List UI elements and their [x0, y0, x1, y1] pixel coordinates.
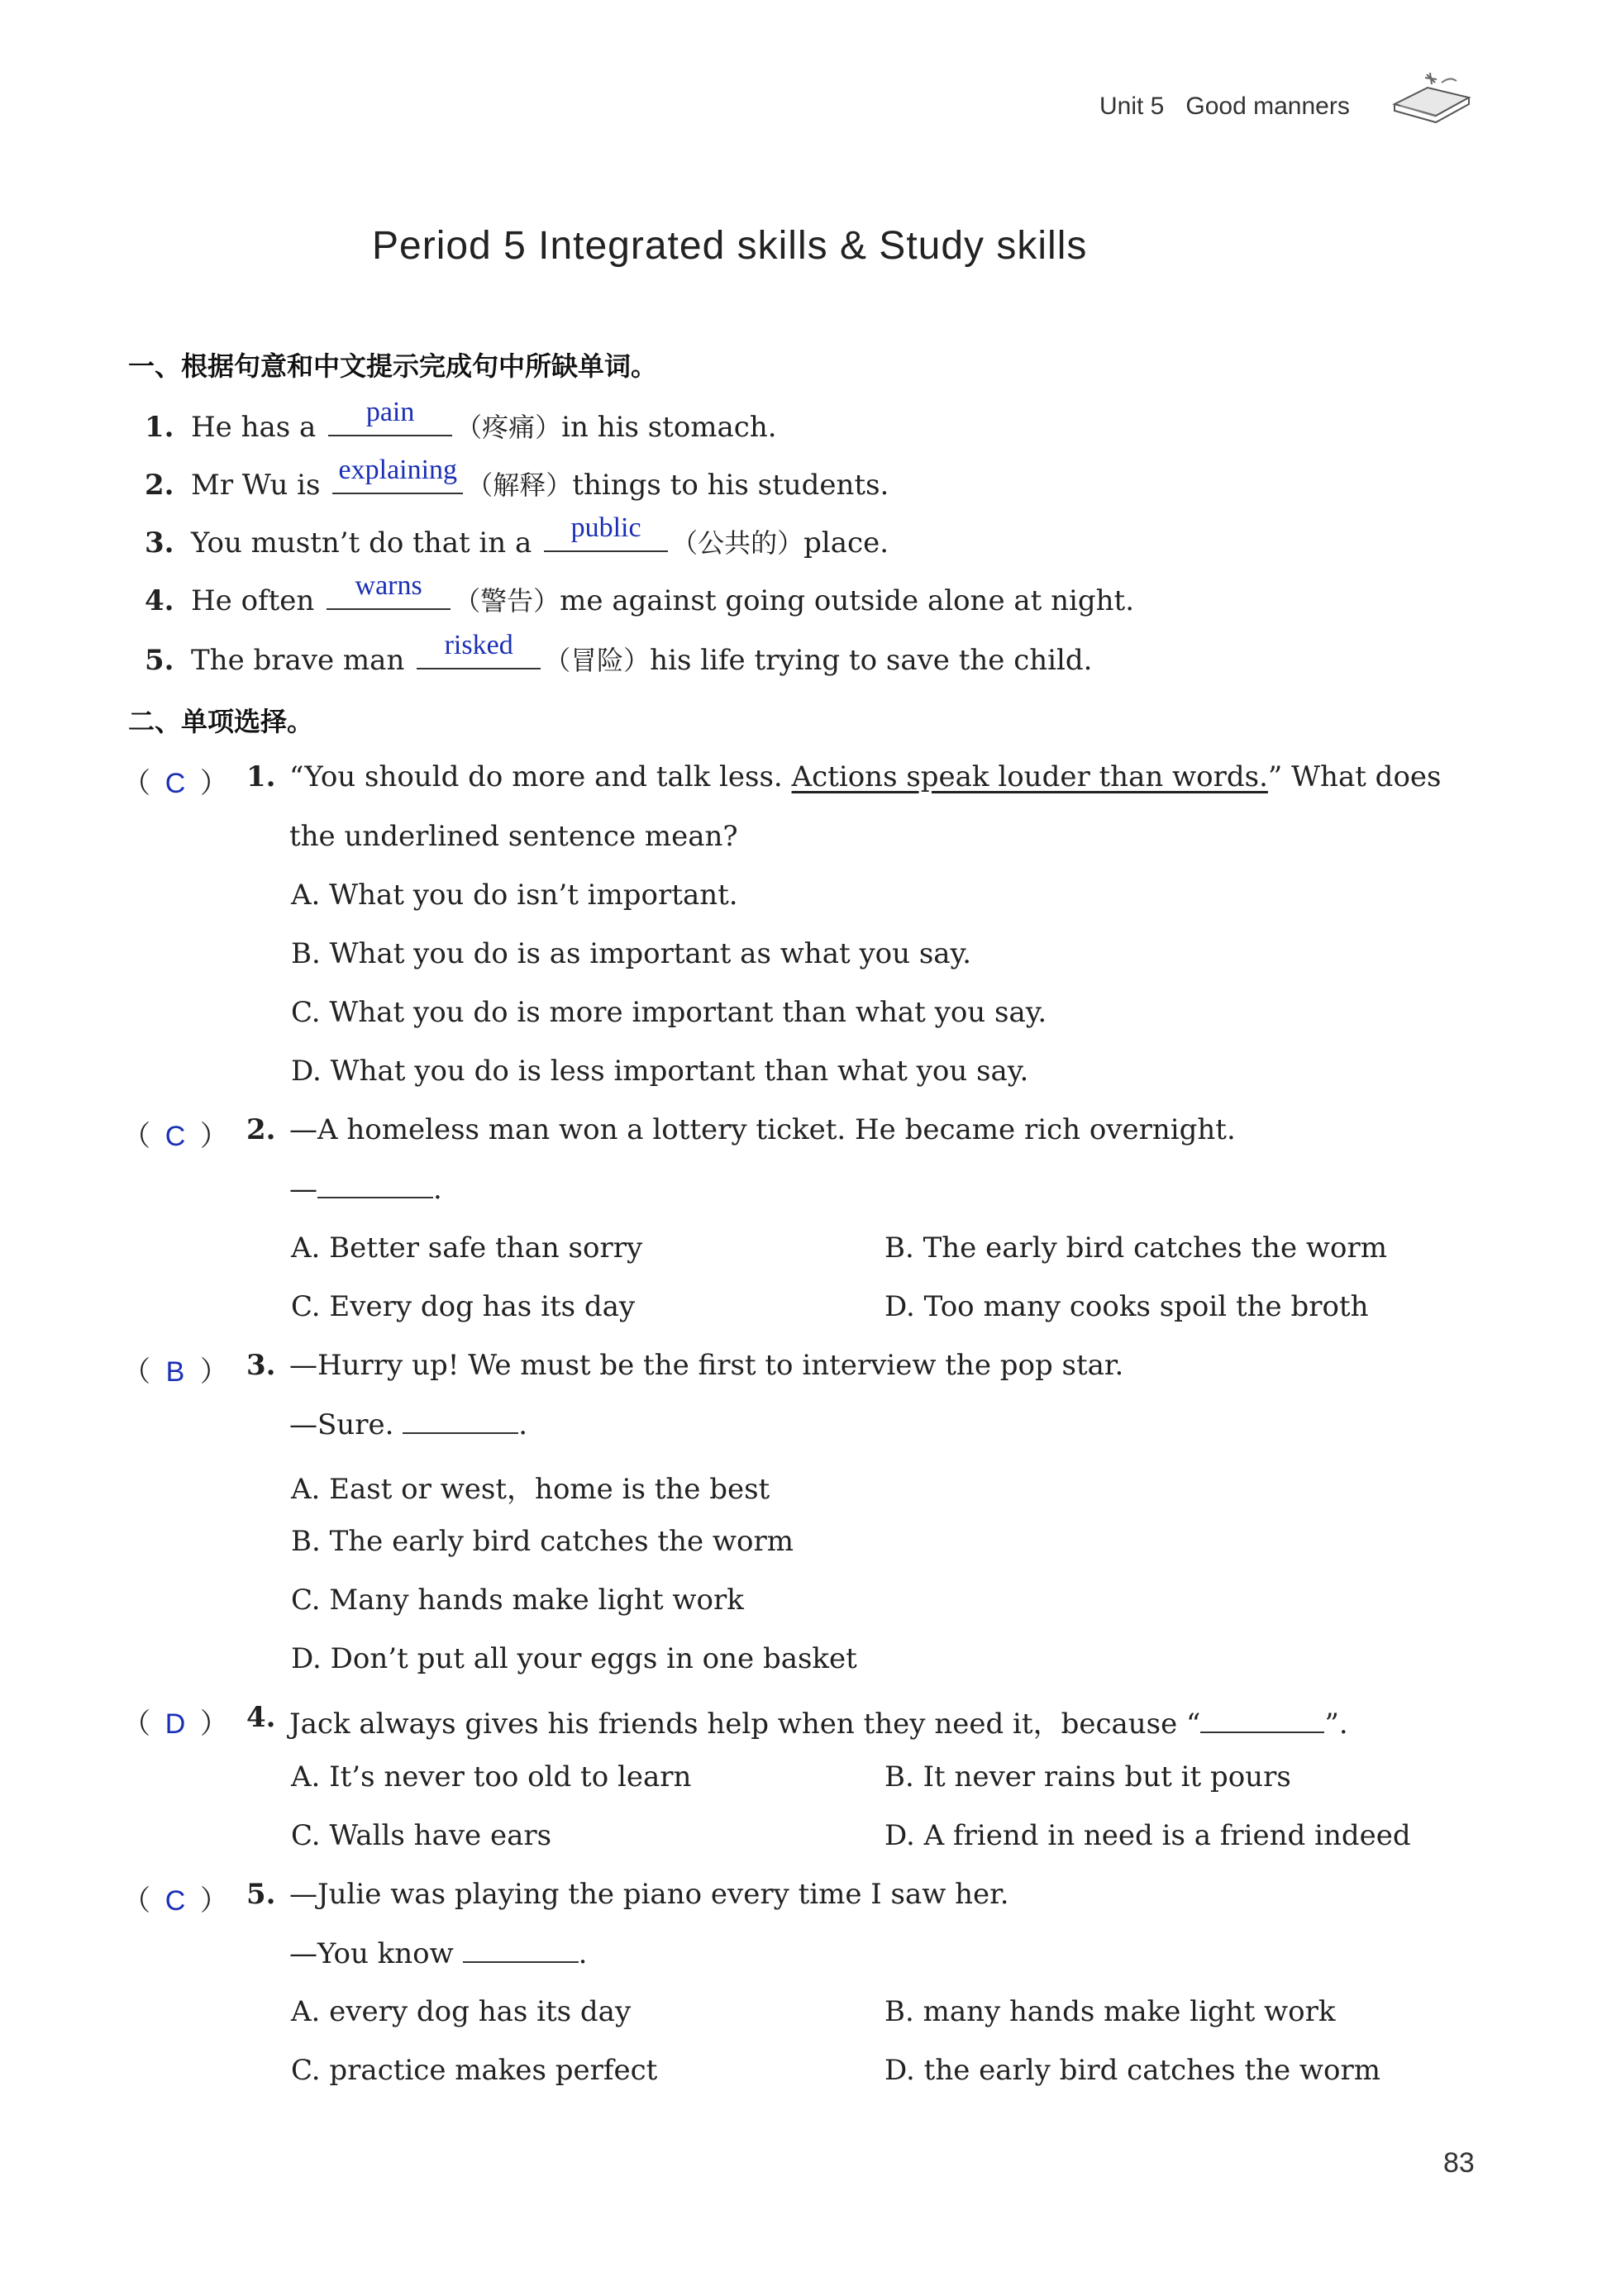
option-c: C. Many hands make light work [291, 1584, 744, 1617]
answer-blank [544, 512, 668, 552]
option-b: B. It never rains but it pours [884, 1760, 1291, 1793]
option-a: A. Better safe than sorry [291, 1231, 643, 1265]
answer-bracket: （ C ） [122, 767, 228, 800]
option-c: C. Walls have ears [291, 1819, 552, 1852]
handwritten-answer: public [570, 512, 641, 543]
page-title: Period 5 Integrated skills & Study skills [372, 224, 1088, 268]
page-number: 83 [1443, 2147, 1475, 2179]
option-b: B. What you do is as important as what you say. [291, 937, 972, 970]
question-text: —Julie was playing the piano every time I saw her. [289, 1878, 1009, 1911]
unit-topic: Good manners [1185, 93, 1350, 120]
option-c: C. practice makes perfect [291, 2054, 658, 2087]
section-1-heading: 一、根据句意和中文提示完成句中所缺单词。 [128, 350, 658, 382]
option-b: B. The early bird catches the worm [884, 1231, 1387, 1265]
option-d: D. What you do is less important than what you say. [291, 1055, 1029, 1088]
question-number: 1. [246, 760, 276, 793]
option-c: C. Every dog has its day [291, 1290, 636, 1323]
answer-blank [463, 1936, 579, 1963]
question-number: 5. [246, 1878, 276, 1911]
answer-blank [328, 397, 452, 436]
question-text: —A homeless man won a lottery ticket. He became rich overnight. [289, 1113, 1236, 1146]
handwritten-choice: B [165, 1356, 185, 1388]
fill-item-1: 1. He has a pain （疼痛）in his stomach. [145, 397, 777, 444]
section-2-heading: 二、单项选择。 [128, 706, 314, 737]
fill-item-4: 4. He often warns （警告）me against going outside alone at night. [145, 570, 1135, 617]
option-a: A. East or west，home is the best [291, 1473, 770, 1506]
question-text-line-2: —Sure. . [289, 1408, 527, 1441]
answer-blank [403, 1408, 518, 1434]
handwritten-choice: C [164, 1885, 186, 1917]
option-d: D. Don’t put all your eggs in one basket [291, 1642, 857, 1675]
option-a: A. every dog has its day [291, 1995, 632, 2028]
question-text: “You should do more and talk less. Actions speak louder than words.” What does [289, 760, 1442, 793]
option-d: D. Too many cooks spoil the broth [884, 1290, 1369, 1323]
answer-blank [327, 570, 451, 610]
answer-blank [332, 455, 463, 494]
handwritten-choice: C [164, 768, 186, 799]
answer-bracket: （ B ） [122, 1355, 228, 1389]
answer-blank [317, 1172, 433, 1198]
answer-bracket: （ C ） [122, 1884, 228, 1917]
underlined-sentence: Actions speak louder than words. [791, 760, 1268, 793]
question-number: 3. [246, 1349, 276, 1382]
running-header [1099, 93, 1350, 121]
option-a: A. It’s never too old to learn [291, 1760, 692, 1793]
question-number: 2. [246, 1113, 276, 1146]
option-c: C. What you do is more important than what you say. [291, 996, 1047, 1029]
question-text-line-2: — . [289, 1173, 442, 1206]
book-icon [1390, 64, 1473, 131]
option-a: A. What you do isn’t important. [291, 879, 738, 912]
question-number: 4. [246, 1701, 276, 1734]
handwritten-answer: risked [444, 630, 513, 660]
option-d: D. A friend in need is a friend indeed [884, 1819, 1411, 1852]
question-text-line-2: the underlined sentence mean? [289, 820, 738, 853]
handwritten-answer: warns [355, 570, 422, 601]
option-b: B. many hands make light work [884, 1995, 1336, 2028]
question-text-line-2: —You know . [289, 1937, 588, 1970]
handwritten-answer: explaining [338, 455, 458, 485]
handwritten-choice: C [164, 1121, 186, 1152]
option-d: D. the early bird catches the worm [884, 2054, 1380, 2087]
handwritten-choice: D [164, 1708, 186, 1740]
fill-item-5: 5. The brave man risked （冒险）his life trying to save the child. [145, 630, 1093, 677]
fill-item-3: 3. You mustn’t do that in a public （公共的）place. [145, 512, 889, 560]
answer-bracket: （ D ） [122, 1708, 228, 1741]
answer-blank [417, 630, 541, 669]
fill-item-2: 2. Mr Wu is explaining （解释）things to his students. [145, 455, 889, 502]
question-text: Jack always gives his friends help when they need it，because “ ”. [289, 1708, 1348, 1741]
question-text: —Hurry up! We must be the first to interview the pop star. [289, 1349, 1124, 1382]
unit-label: Unit 5 [1099, 93, 1165, 120]
handwritten-answer: pain [365, 397, 415, 427]
answer-blank [1200, 1707, 1324, 1733]
option-b: B. The early bird catches the worm [291, 1525, 794, 1558]
answer-bracket: （ C ） [122, 1120, 228, 1153]
